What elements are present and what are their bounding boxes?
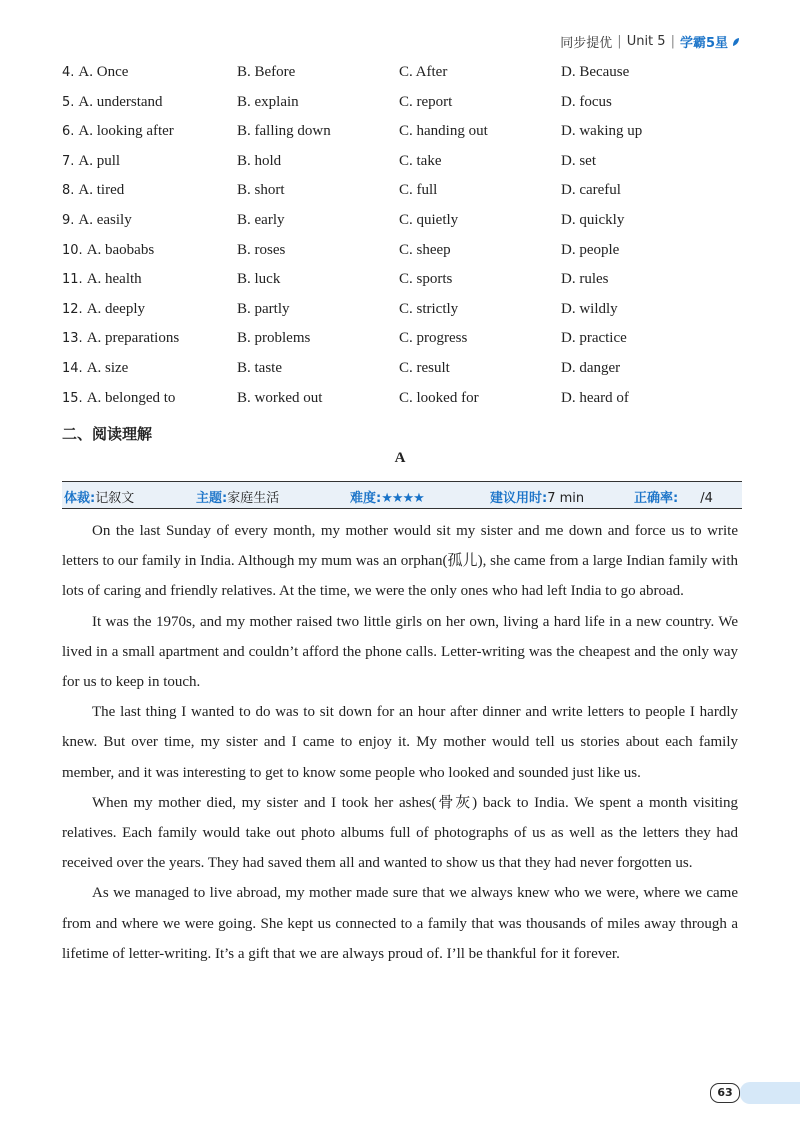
- option-a-text: A. tired: [78, 182, 125, 199]
- genre-value: 记叙文: [95, 491, 135, 506]
- option-b: B. early: [237, 211, 285, 228]
- topic-value: 家庭生活: [227, 491, 280, 506]
- option-b: B. worked out: [237, 389, 323, 406]
- page-header: [560, 32, 740, 51]
- question-row: [62, 267, 752, 297]
- option-a-text: A. belonged to: [86, 389, 176, 406]
- option-a: [62, 94, 163, 111]
- question-number: 11.: [62, 272, 83, 288]
- option-b: B. luck: [237, 271, 281, 288]
- option-d: D. rules: [561, 271, 609, 288]
- option-a-text: A. pull: [78, 152, 121, 169]
- question-row: [62, 356, 752, 386]
- accuracy-value: /4: [700, 491, 713, 506]
- option-a-text: A. deeply: [86, 300, 146, 317]
- option-d: D. danger: [561, 359, 621, 376]
- question-row: [62, 178, 752, 208]
- option-c: C. result: [399, 359, 450, 376]
- option-d: D. people: [561, 241, 620, 258]
- option-b: B. falling down: [237, 123, 331, 140]
- option-a: [62, 212, 132, 229]
- header-separator: |: [670, 34, 675, 49]
- option-b: B. hold: [237, 152, 282, 169]
- passage-paragraph: When my mother died, my sister and I took her ashes(骨灰) back to India. We spent a month visiting relatives. Each family would take out photo albums full of photographs of us as well as the letters they had received over the years. They had saved them all and wanted to show us that they had never forgotten us.: [62, 794, 738, 872]
- question-number: 5.: [62, 94, 75, 110]
- option-d: D. practice: [561, 330, 627, 347]
- option-d: D. Because: [561, 64, 630, 80]
- option-a: [62, 301, 145, 318]
- time-info: [490, 487, 584, 506]
- question-row: [62, 238, 752, 268]
- question-number: 4.: [62, 65, 75, 80]
- question-number: 9.: [62, 212, 75, 228]
- option-c: C. handing out: [399, 123, 488, 140]
- option-a: [62, 390, 175, 407]
- option-b: B. Before: [237, 64, 296, 80]
- option-a-text: A. looking after: [78, 123, 174, 140]
- option-a: [62, 330, 179, 347]
- question-number: 10.: [62, 242, 83, 258]
- page-tab-decoration: [740, 1082, 800, 1104]
- question-row: [62, 297, 752, 327]
- question-row: [62, 386, 752, 416]
- option-c: C. progress: [399, 330, 468, 347]
- header-unit: Unit 5: [626, 34, 666, 49]
- question-number: 6.: [62, 124, 75, 140]
- option-d: D. quickly: [561, 211, 625, 228]
- question-number: 13.: [62, 331, 83, 347]
- accuracy-label: 正确率:: [634, 491, 679, 506]
- accuracy-info: [634, 487, 713, 506]
- genre-label: 体裁:: [64, 491, 96, 506]
- page-number: 63: [710, 1083, 740, 1103]
- option-d: D. set: [561, 152, 596, 169]
- option-a: [62, 123, 174, 140]
- option-b: B. explain: [237, 93, 299, 110]
- option-a: [62, 153, 120, 170]
- passage-letter: A: [394, 450, 406, 466]
- header-section: 同步提优: [560, 36, 613, 51]
- question-number: 14.: [62, 360, 83, 376]
- question-row: [62, 60, 752, 90]
- topic-info: [196, 487, 279, 506]
- option-b: B. short: [237, 182, 285, 199]
- option-b: B. taste: [237, 359, 282, 376]
- passage-paragraph: It was the 1970s, and my mother raised two little girls on her own, living a hard life in a new country. We lived in a small apartment and couldn’t afford the phone calls. Letter-writing was the cheapest and the only way for us to keep in touch.: [62, 613, 738, 691]
- option-a-text: A. baobabs: [86, 241, 155, 258]
- question-number: 12.: [62, 301, 83, 317]
- option-d: D. heard of: [561, 389, 629, 406]
- option-c: C. After: [399, 64, 448, 80]
- option-d: D. focus: [561, 93, 612, 110]
- passage-info-bar: [62, 481, 742, 509]
- question-row: [62, 90, 752, 120]
- question-row: [62, 119, 752, 149]
- question-row: [62, 149, 752, 179]
- option-a: [62, 271, 142, 288]
- answer-options-list: [62, 60, 752, 415]
- option-a: [62, 182, 124, 199]
- option-a-text: A. understand: [78, 93, 163, 110]
- passage-paragraph: The last thing I wanted to do was to sit down for an hour after dinner and write letters to people I hardly knew. But over time, my sister and I came to enjoy it. My mother would tell us stories about each family member, and it was interesting to get to know some people who looked and sounded just like us.: [62, 704, 738, 781]
- difficulty-info: [350, 487, 424, 506]
- option-a: [62, 360, 128, 377]
- question-row: [62, 326, 752, 356]
- option-d: D. careful: [561, 182, 621, 199]
- option-c: C. strictly: [399, 300, 459, 317]
- topic-label: 主题:: [196, 491, 228, 506]
- passage-paragraph: On the last Sunday of every month, my mother would sit my sister and me down and force us to write letters to our family in India. Although my mum was an orphan(孤儿), she came from a large Indian family with lots of caring and friendly relatives. At the time, we were the only ones who had left India to go abroad.: [62, 523, 738, 600]
- option-c: C. report: [399, 93, 453, 110]
- option-c: C. sheep: [399, 241, 451, 258]
- option-a-text: A. preparations: [86, 330, 180, 347]
- brand-logo: 学霸5星: [679, 36, 728, 51]
- section-title: 二、阅读理解: [62, 425, 153, 443]
- question-row: [62, 208, 752, 238]
- difficulty-stars-icon: ★★★★: [381, 491, 424, 506]
- leaf-icon: [732, 37, 740, 47]
- passage-paragraph: As we managed to live abroad, my mother made sure that we always knew who we were, where we came from and where we were going. She kept us connected to a family that was thousands of miles away through a lifetime of letter-writing. It’s a gift that we are always proud of. I’ll be thankful for it forever.: [62, 885, 738, 962]
- option-c: C. quietly: [399, 211, 459, 228]
- option-c: C. take: [399, 152, 442, 169]
- header-separator: |: [617, 34, 622, 49]
- option-d: D. wildly: [561, 300, 618, 317]
- time-value: 7 min: [547, 491, 585, 506]
- time-label: 建议用时:: [490, 491, 548, 506]
- option-a-text: A. health: [86, 271, 142, 288]
- option-a-text: A. easily: [78, 211, 132, 228]
- option-a: [62, 64, 128, 81]
- option-a-text: A. Once: [78, 64, 129, 80]
- genre-info: [64, 487, 134, 506]
- option-a-text: A. size: [86, 359, 129, 376]
- option-b: B. roses: [237, 241, 286, 258]
- question-number: 7.: [62, 153, 75, 169]
- option-c: C. full: [399, 182, 438, 199]
- question-number: 8.: [62, 183, 75, 199]
- question-number: 15.: [62, 390, 83, 406]
- option-b: B. problems: [237, 330, 311, 347]
- option-b: B. partly: [237, 300, 290, 317]
- option-c: C. looked for: [399, 389, 479, 406]
- option-c: C. sports: [399, 271, 453, 288]
- difficulty-label: 难度:: [350, 491, 382, 506]
- option-d: D. waking up: [561, 123, 643, 140]
- reading-passage: [62, 516, 738, 969]
- option-a: [62, 242, 154, 259]
